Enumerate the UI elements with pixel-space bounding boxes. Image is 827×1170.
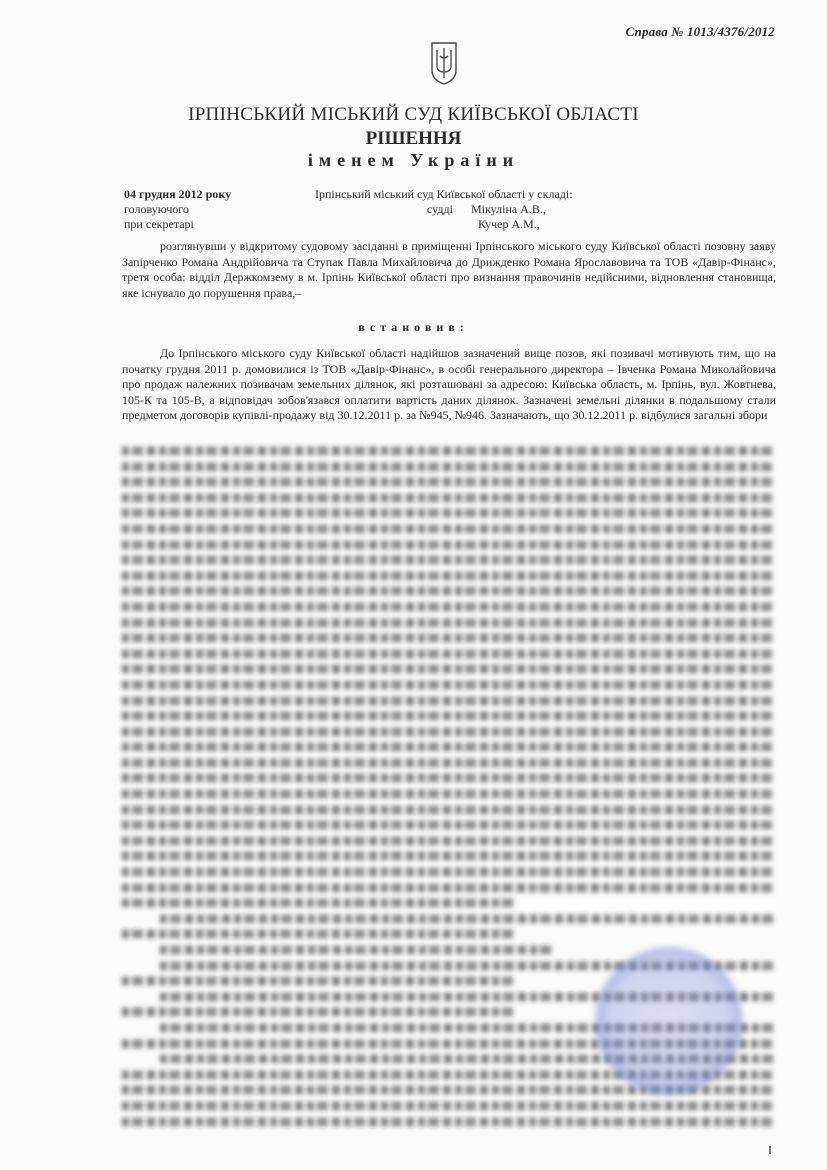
trident-emblem-icon	[429, 40, 459, 86]
case-number: Справа № 1013/4376/2012	[625, 24, 775, 39]
decision-title: РІШЕННЯ	[365, 128, 462, 149]
judge-row	[427, 202, 573, 217]
judge-name: Мікуліна А.В.,	[471, 202, 546, 216]
decision-date: 04 грудня 2012 року	[124, 187, 232, 201]
meta-right	[315, 187, 573, 232]
court-composition: Ірпінський міський суд Київської області у складі:	[315, 187, 573, 201]
official-seal	[594, 946, 744, 1096]
secretary-name: Кучер А.М.,	[478, 217, 540, 231]
judge-label: судді	[427, 202, 453, 216]
presiding-label: головуючого	[124, 202, 189, 216]
secretary-label: при секретарі	[124, 217, 194, 231]
page-mark	[769, 1146, 771, 1154]
court-title: ІРПІНСЬКИЙ МІСЬКИЙ СУД КИЇВСЬКОЇ ОБЛАСТІ	[188, 104, 639, 125]
facts-paragraph: До Ірпінського міського суду Київської області надійшов зазначений вище позов, які позивачі мотивують тим, що на початку грудня 2011 р. домовилися із ТОВ «Давір-Фінанс», в особі генерального директора – Івченка Романа Миколайовича про продаж належних позивачам земельних ділянок, які розташовані за адресою: Київська область, м. Ірпінь, вул. Жовтнева, 105-К та 105-В, а відповідач зобов'язався оплатити вартість даних ділянок. Зазначені земельні ділянки в подальшому стали предметом договорів купівлі-продажу від 30.12.2011 р. за №945, №946. Зазначають, що 30.12.2011 р. відбулися загальні збори	[122, 346, 776, 423]
meta-left	[124, 187, 231, 232]
in-name-of-ukraine: іменем України	[307, 150, 520, 170]
intro-paragraph: розглянувши у відкритому судовому засіданні в приміщенні Ірпінського міського суду Київської області позовну заяву Запірченко Романа Андрійовича та Ступак Павла Михайловича до Дрижденко Романа Ярославовича та ТОВ «Давір-Фінанс», третя особа: відділ Держкомзему в м. Ірпінь Київської області про визнання правочинів недійсними, відновлення становища, яке існувало до порушення права,–	[122, 239, 776, 300]
established-heading: встановив:	[358, 320, 469, 334]
